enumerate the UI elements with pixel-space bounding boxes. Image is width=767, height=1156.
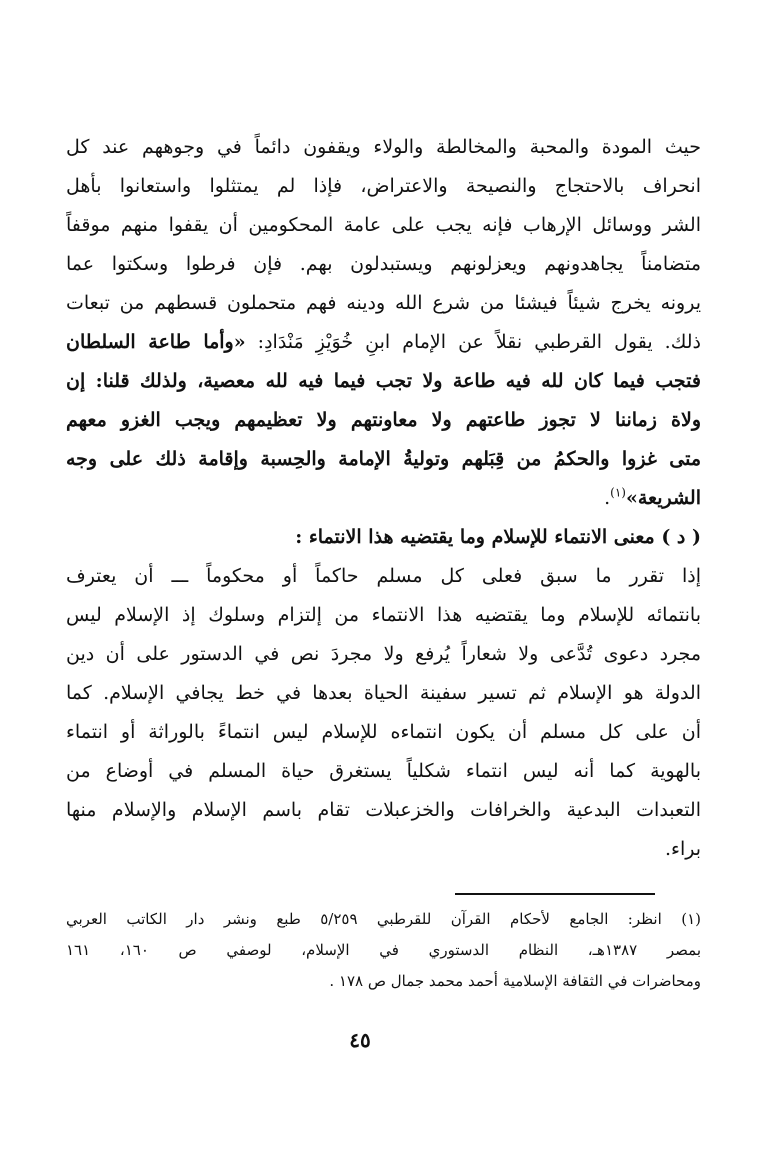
text-run: ذلك. يقول القرطبي نقلاً عن الإمام ابنِ خُوَيْزِ مَنْدَادِ:: [245, 331, 701, 353]
text-line: بانتمائه للإسلام وما يقتضيه هذا الانتماء من إلتزام وسلوك إذ الإسلام ليس: [66, 604, 701, 626]
footnote-line: (١) انظر: الجامع لأحكام القرآن للقرطبي ٥/٢٥٩ طبع ونشر دار الكاتب العربي: [66, 910, 701, 928]
quote-end: الشريعة»: [625, 487, 701, 509]
main-text: [66, 128, 701, 869]
quote-line: ولاة زماننا لا تجوز طاعتهم ولا معاونتهم ولا تعظيمهم ويجب الغزو معهم: [66, 409, 701, 431]
text-line: مجرد دعوى تُدَّعى ولا شعاراً يُرفع ولا مجردَ نص في الدستور على أن دين: [66, 643, 701, 665]
quote-end-punct: .: [604, 487, 611, 509]
text-line: يرونه يخرج شيئاً فيشئا من شرع الله ودينه فهم متحملون قسطهم من تبعات: [66, 292, 701, 314]
footnote-line: ومحاضرات في الثقافة الإسلامية أحمد محمد جمال ص ١٧٨ .: [329, 972, 701, 990]
text-line: الشر ووسائل الإرهاب فإنه يجب على عامة المحكومين أن يقفوا منهم موقفاً: [66, 214, 701, 236]
text-line: إذا تقرر ما سبق فعلى كل مسلم حاكماً أو محكوماً ـــ أن يعترف: [66, 565, 701, 587]
text-line: [66, 323, 701, 362]
section-heading: ( د ) معنى الانتماء للإسلام وما يقتضيه هذا الانتماء :: [295, 526, 701, 548]
text-line: التعبدات البدعية والخرافات والخزعبلات تقام باسم الإسلام والإسلام منها: [66, 799, 701, 821]
quote-end-line: [66, 479, 701, 518]
footnote: [66, 904, 701, 997]
text-line: أن على كل مسلم أن يكون انتماءه للإسلام ليس انتماءً بالوراثة أو انتماء: [66, 721, 701, 743]
text-line: انحراف بالاحتجاج والنصيحة والاعتراض، فإذا لم يمتثلوا واستعانوا بأهل: [66, 175, 701, 197]
text-line: حيث المودة والمحبة والمخالطة والولاء ويقفون دائماً في وجوههم عند كل: [66, 136, 701, 158]
page-number: ٤٥: [349, 1028, 371, 1052]
footnote-divider: [455, 893, 655, 895]
text-line: متضامناً يجاهدونهم ويعزلونهم ويستبدلون بهم. فإن فرطوا وسكتوا عما: [66, 253, 701, 275]
text-line: الدولة هو الإسلام ثم تسير سفينة الحياة بعدها في خط يجافي الإسلام. كما: [66, 682, 701, 704]
quote-line: متى غزوا والحكمُ من قِبَلهم وتوليةُ الإمامة والحِسبة وإقامة ذلك على وجه: [66, 448, 701, 470]
text-line: براء.: [664, 838, 701, 860]
quote-line: فتجب فيما كان لله فيه طاعة ولا تجب فيما فيه لله معصية، ولذلك قلنا: إن: [66, 370, 701, 392]
text-line: بالهوية كما أنه ليس انتماء شكلياً يستغرق حياة المسلم في أوضاع من: [66, 760, 701, 782]
quote-start: «وأما طاعة السلطان: [66, 331, 246, 353]
footnote-marker[interactable]: (١): [610, 485, 626, 500]
footnote-line: بمصر ١٣٨٧هـ، النظام الدستوري في الإسلام، لوصفي ص ١٦٠، ١٦١: [66, 941, 701, 959]
